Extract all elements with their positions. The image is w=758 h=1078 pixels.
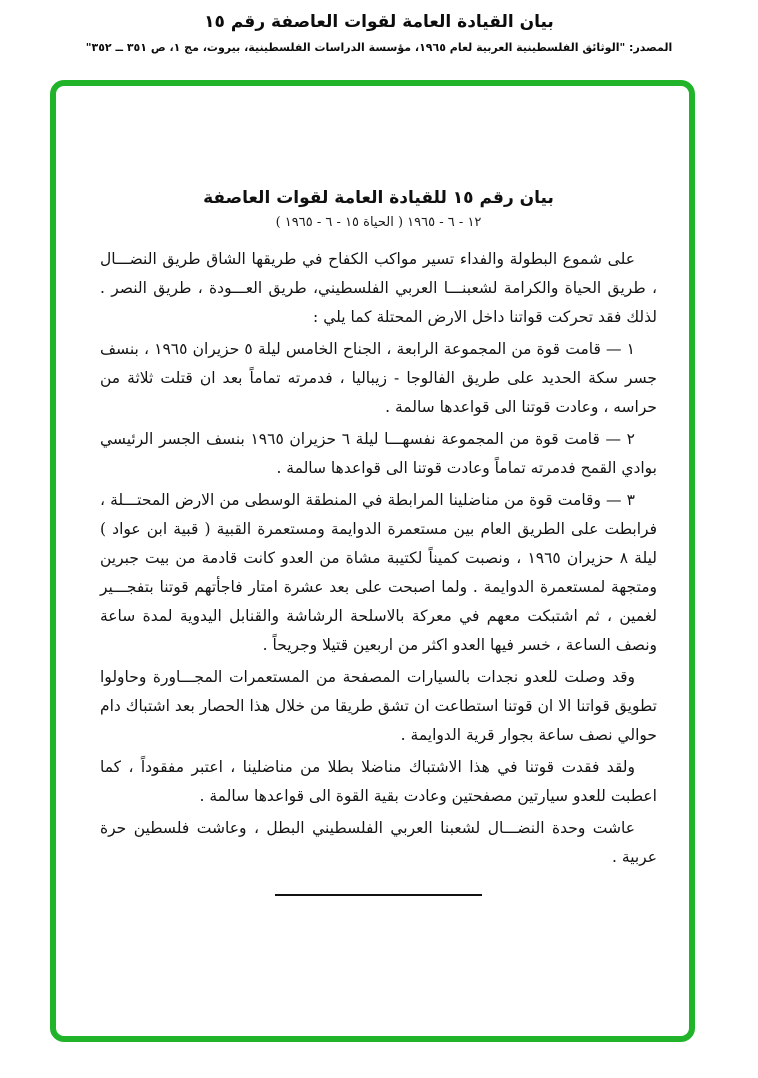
paragraph-intro: على شموع البطولة والفداء تسير مواكب الكفاح في طريقها الشاق طريق النضـــال ، طريق الحياة والكرامة لشعبنـــا العربي الفلسطيني، طريق العـــودة ، طريق النصر . لذلك فقد تحركت قواتنا داخل الارض المحتلة كما يلي : [100,250,657,326]
document-frame [50,80,695,1042]
paragraph-closing-slogan: عاشت وحدة النضـــال لشعبنا العربي الفلسطيني البطل ، وعاشت فلسطين حرة عربية . [100,819,657,866]
paragraph-item-2: ٢ — قامت قوة من المجموعة نفسهـــا ليلة ٦ حزيران ١٩٦٥ بنسف الجسر الرئيسي بوادي القمح فدمرته تماماً وعادت قوتنا الى قواعدها سالمة . [100,430,657,477]
source-citation: المصدر: "الوثائق الفلسطينية العربية لعام ١٩٦٥، مؤسسة الدراسات الفلسطينية، بيروت، مج ١، ص ٣٥١ ــ ٣٥٢" [85,41,673,54]
paragraph-reinforcements: وقد وصلت للعدو نجدات بالسيارات المصفحة من المستعمرات المجـــاورة وحاولوا تطويق قواتنا الا ان قوتنا استطاعت ان تشق طريقا من خلال هذا الحصار بعد اشتباك دام حوالي نصف ساعة بجوار قرية الدوايمة . [100,668,657,744]
paragraph-item-3: ٣ — وقامت قوة من مناضلينا المرابطة في المنطقة الوسطى من الارض المحتـــلة ، فرابطت على الطريق العام بين مستعمرة الدوايمة ومستعمرة القبية ( قبية ابن عواد ) ليلة ٨ حزيران ١٩٦٥ ، ونصبت كميناً لكتيبة مشاة من العدو كانت قادمة من بيت جبرين ومتجهة لمستعمرة الدوايمة . ولما اصبحت على بعد عشرة امتار فاجأتهم قوتنا بتفجـــير لغمين ، ثم اشتبكت معهم في معركة بالاسلحة الرشاشة والقنابل اليدوية لمدة ساعة ونصف الساعة ، خسر فيها العدو اكثر من اربعين قتيلا وجريحاً . [100,491,657,654]
paragraph-item-1: ١ — قامت قوة من المجموعة الرابعة ، الجناح الخامس ليلة ٥ حزيران ١٩٦٥ ، بنسف جسر سكة الحديد على طريق الفالوجا - زيباليا ، فدمرته تماماً بعد ان قتلت ثلاثة من حراسه ، وعادت قوتنا الى قواعدها سالمة . [100,340,657,416]
document-date-line: ١٢ - ٦ - ١٩٦٥ ( الحياة ١٥ - ٦ - ١٩٦٥ ) [275,215,482,230]
document-title: بيان رقم ١٥ للقيادة العامة لقوات العاصفة [203,188,554,208]
page-title: بيان القيادة العامة لقوات العاصفة رقم ١٥ [204,12,554,32]
document-content [56,86,689,1036]
page-header [0,10,758,55]
divider-line [275,894,482,896]
paragraph-losses: ولقد فقدت قوتنا في هذا الاشتباك مناضلا بطلا من مناضلينا ، اعتبر مفقوداً ، كما اعطبت للعدو سيارتين مصفحتين وعادت بقية القوة الى قواعدها سالمة . [100,758,657,805]
